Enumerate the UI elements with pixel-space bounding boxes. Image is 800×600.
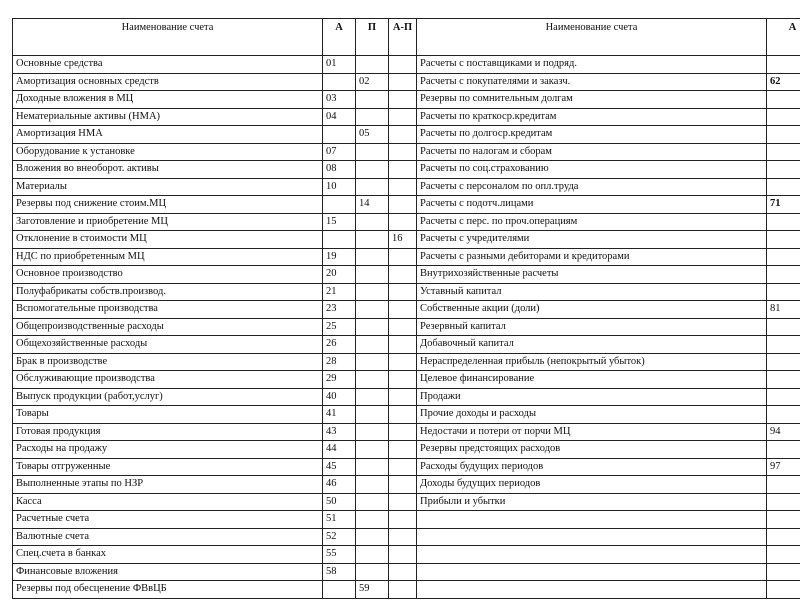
right-active-code [767,318,800,336]
right-active-code [767,178,800,196]
left-account-name: Резервы под обесценение ФВвЦБ [13,581,323,599]
header-active-passive: А-П [389,19,417,56]
right-account-name: Расчеты по долгоср.кредитам [417,126,767,144]
header-active: А [323,19,356,56]
table-row [13,476,800,494]
active-code: 19 [323,248,356,266]
table-row [13,406,800,424]
right-active-code [767,476,800,494]
left-account-name: Выпуск продукции (работ,услуг) [13,388,323,406]
passive-code [356,546,389,564]
right-active-code: 94 [767,423,800,441]
active-code [323,581,356,599]
table-row [13,528,800,546]
accounts-document [12,18,800,599]
table-row [13,388,800,406]
active-passive-code [389,511,417,529]
active-code: 23 [323,301,356,319]
table-row [13,546,800,564]
active-passive-code [389,126,417,144]
table-row [13,581,800,599]
right-account-name: Продажи [417,388,767,406]
table-row [13,248,800,266]
right-active-code [767,231,800,249]
right-account-name: Резервный капитал [417,318,767,336]
passive-code [356,178,389,196]
left-account-name: Амортизация НМА [13,126,323,144]
left-account-name: Брак в производстве [13,353,323,371]
right-account-name: Расчеты с покупателями и заказч. [417,73,767,91]
left-account-name: Расходы на продажу [13,441,323,459]
active-passive-code [389,528,417,546]
active-passive-code [389,283,417,301]
passive-code [356,56,389,74]
left-account-name: Заготовление и приобретение МЦ [13,213,323,231]
table-row [13,91,800,109]
right-account-name [417,546,767,564]
active-passive-code [389,108,417,126]
passive-code [356,388,389,406]
active-code: 43 [323,423,356,441]
right-active-code: 97 [767,458,800,476]
active-passive-code [389,581,417,599]
active-passive-code [389,458,417,476]
active-passive-code [389,336,417,354]
header-passive: П [356,19,389,56]
right-active-code [767,581,800,599]
passive-code [356,511,389,529]
left-account-name: Финансовые вложения [13,563,323,581]
active-code: 50 [323,493,356,511]
passive-code [356,528,389,546]
passive-code [356,458,389,476]
right-active-code [767,266,800,284]
active-code: 44 [323,441,356,459]
right-account-name [417,511,767,529]
active-passive-code [389,178,417,196]
left-account-name: Основное производство [13,266,323,284]
passive-code [356,563,389,581]
active-passive-code [389,563,417,581]
active-passive-code [389,353,417,371]
right-active-code: 71 [767,196,800,214]
table-row [13,441,800,459]
table-row [13,178,800,196]
left-account-name: Валютные счета [13,528,323,546]
passive-code [356,371,389,389]
active-passive-code [389,143,417,161]
chart-of-accounts-table [12,18,800,599]
active-passive-code [389,266,417,284]
active-passive-code [389,91,417,109]
header-account-name: Наименование счета [13,19,323,56]
left-account-name: Амортизация основных средств [13,73,323,91]
active-code: 40 [323,388,356,406]
right-active-code: 81 [767,301,800,319]
left-account-name: Общехозяйственные расходы [13,336,323,354]
right-account-name: Уставный капитал [417,283,767,301]
right-account-name: Целевое финансирование [417,371,767,389]
passive-code [356,476,389,494]
table-row [13,126,800,144]
active-passive-code [389,56,417,74]
table-row [13,563,800,581]
active-passive-code [389,493,417,511]
active-code: 04 [323,108,356,126]
left-account-name: Оборудование к установке [13,143,323,161]
right-active-code [767,91,800,109]
right-account-name: Добавочный капитал [417,336,767,354]
right-account-name [417,581,767,599]
right-account-name: Расчеты с поставщиками и подряд. [417,56,767,74]
header-account-name-right: Наименование счета [417,19,767,56]
passive-code [356,441,389,459]
active-passive-code [389,318,417,336]
table-row [13,196,800,214]
right-active-code [767,371,800,389]
right-account-name: Внутрихозяйственные расчеты [417,266,767,284]
passive-code [356,143,389,161]
left-account-name: Вложения во внеоборот. активы [13,161,323,179]
table-row [13,353,800,371]
passive-code [356,108,389,126]
active-code: 46 [323,476,356,494]
active-code: 25 [323,318,356,336]
left-account-name: Отклонение в стоимости МЦ [13,231,323,249]
active-passive-code [389,476,417,494]
right-active-code [767,213,800,231]
active-code [323,231,356,249]
active-code [323,126,356,144]
left-account-name: Касса [13,493,323,511]
right-account-name [417,563,767,581]
right-account-name: Расчеты с персоналом по опл.труда [417,178,767,196]
table-row [13,213,800,231]
passive-code [356,213,389,231]
right-account-name: Расходы будущих периодов [417,458,767,476]
right-active-code [767,56,800,74]
left-account-name: Нематериальные активы (НМА) [13,108,323,126]
left-account-name: Доходные вложения в МЦ [13,91,323,109]
active-passive-code [389,371,417,389]
active-code: 58 [323,563,356,581]
active-passive-code [389,196,417,214]
right-active-code [767,406,800,424]
passive-code [356,406,389,424]
active-code: 08 [323,161,356,179]
left-account-name: Товары отгруженные [13,458,323,476]
active-code: 07 [323,143,356,161]
table-row [13,371,800,389]
right-account-name: Прочие доходы и расходы [417,406,767,424]
passive-code [356,91,389,109]
passive-code [356,161,389,179]
table-header-row [13,19,800,56]
table-row [13,56,800,74]
active-code: 45 [323,458,356,476]
passive-code [356,493,389,511]
table-row [13,458,800,476]
right-account-name: Резервы по сомнительным долгам [417,91,767,109]
active-passive-code [389,161,417,179]
active-passive-code [389,301,417,319]
active-code: 29 [323,371,356,389]
passive-code [356,266,389,284]
active-code: 26 [323,336,356,354]
right-active-code [767,336,800,354]
table-row [13,283,800,301]
active-passive-code [389,213,417,231]
right-account-name [417,528,767,546]
table-row [13,493,800,511]
table-row [13,423,800,441]
right-active-code [767,353,800,371]
right-account-name: Расчеты с разными дебиторами и кредиторами [417,248,767,266]
table-row [13,231,800,249]
passive-code [356,248,389,266]
passive-code [356,301,389,319]
right-account-name: Резервы предстоящих расходов [417,441,767,459]
passive-code [356,231,389,249]
right-active-code [767,283,800,301]
table-body [13,56,800,599]
active-passive-code [389,248,417,266]
header-active-right: А [767,19,800,56]
right-account-name: Расчеты по соц.страхованию [417,161,767,179]
active-passive-code [389,73,417,91]
passive-code [356,353,389,371]
active-passive-code [389,441,417,459]
passive-code: 05 [356,126,389,144]
passive-code [356,283,389,301]
active-passive-code [389,388,417,406]
table-row [13,266,800,284]
right-active-code [767,248,800,266]
left-account-name: Товары [13,406,323,424]
right-account-name: Расчеты по краткоср.кредитам [417,108,767,126]
right-active-code [767,441,800,459]
left-account-name: Общепроизводственные расходы [13,318,323,336]
left-account-name: Вспомогательные производства [13,301,323,319]
passive-code: 14 [356,196,389,214]
table-row [13,301,800,319]
active-passive-code [389,423,417,441]
table-row [13,511,800,529]
active-passive-code [389,546,417,564]
active-code [323,73,356,91]
right-active-code [767,126,800,144]
right-account-name: Расчеты по налогам и сборам [417,143,767,161]
right-account-name: Расчеты с учредителями [417,231,767,249]
right-active-code [767,546,800,564]
active-code: 15 [323,213,356,231]
table-row [13,318,800,336]
left-account-name: Спец.счета в банках [13,546,323,564]
table-row [13,108,800,126]
active-passive-code [389,406,417,424]
left-account-name: Расчетные счета [13,511,323,529]
active-code: 03 [323,91,356,109]
right-active-code [767,493,800,511]
active-code: 10 [323,178,356,196]
left-account-name: НДС по приобретенным МЦ [13,248,323,266]
right-account-name: Недостачи и потери от порчи МЦ [417,423,767,441]
left-account-name: Готовая продукция [13,423,323,441]
table-row [13,73,800,91]
left-account-name: Обслуживающие производства [13,371,323,389]
passive-code: 59 [356,581,389,599]
right-active-code [767,143,800,161]
active-passive-code: 16 [389,231,417,249]
right-account-name: Доходы будущих периодов [417,476,767,494]
active-code: 01 [323,56,356,74]
passive-code [356,423,389,441]
right-account-name: Расчеты с перс. по проч.операциям [417,213,767,231]
active-code: 51 [323,511,356,529]
left-account-name: Материалы [13,178,323,196]
active-code: 21 [323,283,356,301]
right-active-code [767,108,800,126]
right-active-code [767,161,800,179]
active-code: 20 [323,266,356,284]
table-row [13,161,800,179]
right-active-code [767,388,800,406]
right-active-code: 62 [767,73,800,91]
active-code: 55 [323,546,356,564]
right-active-code [767,511,800,529]
active-code: 28 [323,353,356,371]
left-account-name: Полуфабрикаты собств.производ. [13,283,323,301]
active-code: 52 [323,528,356,546]
passive-code [356,336,389,354]
passive-code: 02 [356,73,389,91]
active-code [323,196,356,214]
right-account-name: Собственные акции (доли) [417,301,767,319]
table-row [13,143,800,161]
active-code: 41 [323,406,356,424]
passive-code [356,318,389,336]
right-active-code [767,528,800,546]
left-account-name: Выполненные этапы по НЗР [13,476,323,494]
left-account-name: Резервы под снижение стоим.МЦ [13,196,323,214]
table-row [13,336,800,354]
right-account-name: Расчеты с подотч.лицами [417,196,767,214]
right-account-name: Прибыли и убытки [417,493,767,511]
right-active-code [767,563,800,581]
left-account-name: Основные средства [13,56,323,74]
right-account-name: Нераспределенная прибыль (непокрытый убыток) [417,353,767,371]
